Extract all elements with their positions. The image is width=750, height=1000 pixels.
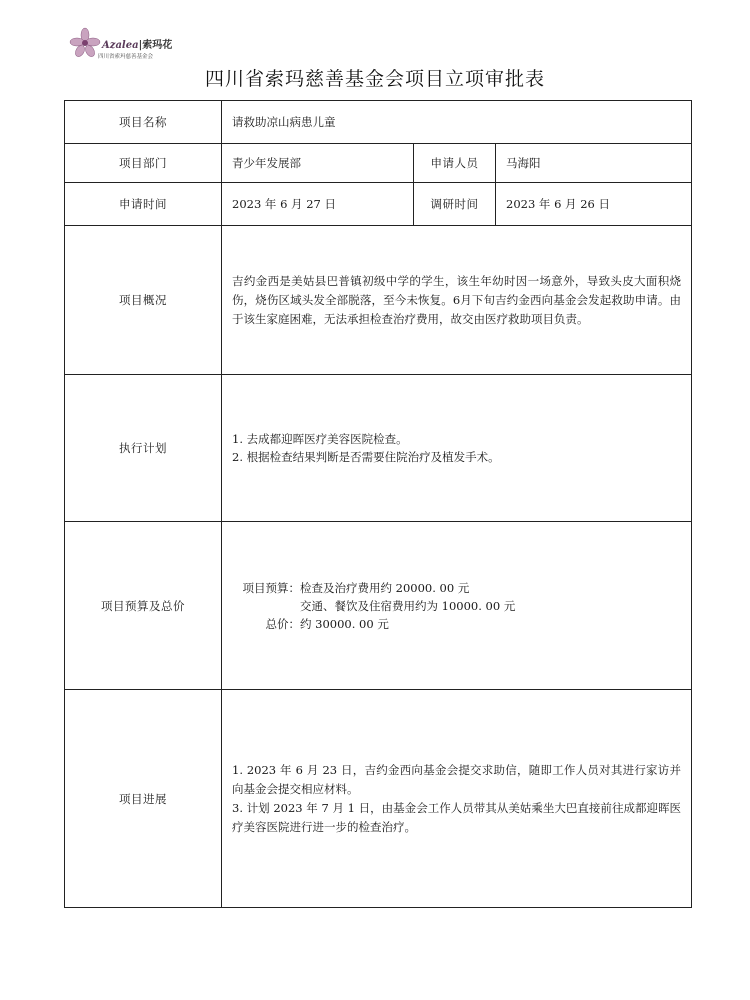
azalea-flower-icon bbox=[68, 26, 102, 60]
plan-label: 执行计划 bbox=[65, 375, 222, 522]
row-plan bbox=[65, 375, 692, 522]
plan-cell bbox=[222, 375, 692, 522]
budget-row-1 bbox=[234, 579, 691, 597]
progress-list bbox=[222, 761, 691, 837]
foundation-logo bbox=[68, 26, 188, 68]
overview-cell bbox=[222, 226, 692, 375]
progress-cell bbox=[222, 690, 692, 908]
logo-brand-cn: 索玛花 bbox=[142, 40, 173, 51]
row-project-name bbox=[65, 101, 692, 144]
plan-item: 2. 根据检查结果判断是否需要住院治疗及植发手术。 bbox=[232, 450, 500, 464]
budget-row-2 bbox=[234, 597, 691, 615]
department-label: 项目部门 bbox=[65, 144, 222, 183]
progress-label: 项目进展 bbox=[65, 690, 222, 908]
project-name-label: 项目名称 bbox=[65, 101, 222, 144]
budget-block bbox=[222, 579, 691, 633]
row-dates bbox=[65, 183, 692, 226]
row-department bbox=[65, 144, 692, 183]
budget-row-total bbox=[234, 615, 691, 633]
department-value: 青少年发展部 bbox=[222, 144, 414, 183]
progress-item: 1. 2023 年 6 月 23 日，吉约金西向基金会提交求助信，随即工作人员对其进行家访并向基金会提交相应材料。 bbox=[232, 762, 682, 796]
logo-org-name: 四川省索玛慈善基金会 bbox=[98, 54, 154, 60]
total-value: 约 30000. 00 元 bbox=[300, 616, 389, 631]
apply-date-value: 2023 年 6 月 27 日 bbox=[222, 183, 414, 226]
overview-label: 项目概况 bbox=[65, 226, 222, 375]
row-budget bbox=[65, 522, 692, 690]
approval-form-table bbox=[64, 100, 692, 908]
budget-item-2: 交通、餐饮及住宿费用约为 10000. 00 元 bbox=[300, 598, 516, 613]
document-title: 四川省索玛慈善基金会项目立项审批表 bbox=[204, 68, 545, 90]
plan-item: 1. 去成都迎晖医疗美容医院检查。 bbox=[232, 432, 408, 446]
logo-brand: Azalea|索玛花 bbox=[102, 40, 173, 51]
research-date-label: 调研时间 bbox=[414, 183, 496, 226]
progress-item: 3. 计划 2023 年 7 月 1 日，由基金会工作人员带其从美姑乘坐大巴直接前往成都迎晖医疗美容医院进行进一步的检查治疗。 bbox=[232, 800, 682, 834]
logo-brand-en: Azalea bbox=[102, 40, 139, 51]
budget-item-1: 检查及治疗费用约 20000. 00 元 bbox=[300, 580, 470, 595]
budget-cell bbox=[222, 522, 692, 690]
applicant-value: 马海阳 bbox=[496, 144, 692, 183]
budget-label: 项目预算及总价 bbox=[65, 522, 222, 690]
budget-key: 项目预算： bbox=[242, 580, 300, 595]
row-overview bbox=[65, 226, 692, 375]
overview-text: 吉约金西是美姑县巴普镇初级中学的学生，该生年幼时因一场意外，导致头皮大面积烧伤，烧伤区域头发全部脱落，至今未恢复。6月下旬吉约金西向基金会发起救助申请。由于该生家庭困难，无法承担检查治疗费用，故交由医疗救助项目负责。 bbox=[232, 273, 682, 326]
row-progress bbox=[65, 690, 692, 908]
apply-date-label: 申请时间 bbox=[65, 183, 222, 226]
project-name-value: 请救助凉山病患儿童 bbox=[222, 101, 692, 144]
total-key: 总价： bbox=[265, 616, 300, 631]
research-date-value: 2023 年 6 月 26 日 bbox=[496, 183, 692, 226]
plan-list bbox=[222, 430, 691, 466]
applicant-label: 申请人员 bbox=[414, 144, 496, 183]
